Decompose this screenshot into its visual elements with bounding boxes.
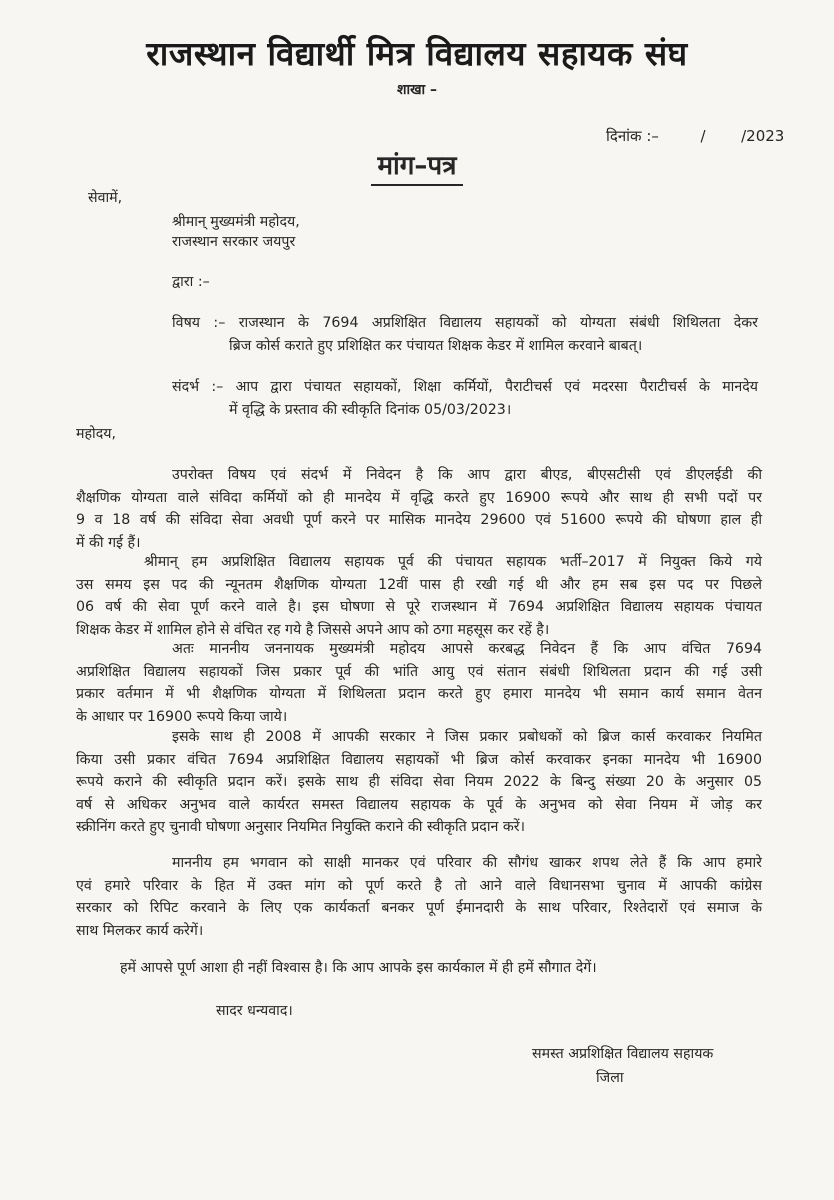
paragraph-5: [76, 852, 762, 942]
salutation: सेवामें,: [88, 190, 123, 206]
reference-block: [172, 376, 758, 421]
through-label: द्वारा :–: [172, 274, 210, 290]
subject-line-2: ब्रिज कोर्स कराते हुए प्रशिक्षित कर पंचायत शिक्षक केडर में शामिल करवाने बाबत्।: [229, 337, 643, 354]
date-line: [606, 126, 784, 146]
reference-line-2: में वृद्धि के प्रस्ताव की स्वीकृति दिनांक 05/03/2023।: [229, 401, 512, 418]
paragraph-line: स्क्रीनिंग करते हुए चुनावी घोषणा अनुसार नियमित नियुक्ति कराने की स्वीकृति प्रदान करें।: [76, 819, 525, 835]
branch-label: शाखा –: [396, 82, 438, 98]
paragraph-3: [76, 638, 762, 728]
paragraph-1: [76, 464, 762, 554]
paragraph-line: माननीय हम भगवान को साक्षी मानकर एवं परिवार की सौगंध खाकर शपथ लेते हैं कि आप हमारे: [172, 855, 762, 871]
paragraph-line: प्रकार वर्तमान में भी शैक्षणिक योग्यता में शिथिलता प्रदान करते हुए हमारा मानदेय भी समान कार्य समान वेतन: [76, 686, 762, 702]
paragraph-line: शिक्षक केडर में शामिल होने से वंचित रह गये है जिससे अपने आप को ठगा महसूस कर रहें है।: [76, 621, 550, 638]
paragraph-line: श्रीमान् हम अप्रशिक्षित विद्यालय सहायक पूर्व की पंचायत सहायक भर्ती–2017 में नियुक्त किये गये: [144, 554, 762, 570]
reference-line-1: संदर्भ :– आप द्वारा पंचायत सहायकों, शिक्षा कर्मियों, पैराटीचर्स एवं मदरसा पैराटीचर्स के मानदेय: [172, 379, 758, 395]
paragraph-line: सरकार को रिपिट करवाने के लिए एक कार्यकर्ता बनकर पूर्ण ईमानदारी के साथ परिवार, रिश्तेदारों एवं समाज के: [76, 900, 762, 916]
paragraph-line: 06 वर्ष की सेवा पूर्ण करने वाले है। इस घोषणा से पूरे राजस्थान में 7694 अप्रशिक्षित विद्यालय सहायक पंचायत: [76, 599, 762, 615]
greeting: महोदय,: [76, 426, 116, 442]
paragraph-line: अतः माननीय जननायक मुख्यमंत्री महोदय आपसे करबद्ध निवेदन हैं कि आप वंचित 7694: [172, 641, 762, 657]
date-slash-2: /: [741, 127, 747, 145]
paragraph-line: 9 व 18 वर्ष की संविदा सेवा अवधी पूर्ण करने पर मासिक मानदेय 29600 एवं 51600 रूपये की घोषणा हाल ही: [76, 512, 762, 528]
hope-line: हमें आपसे पूर्ण आशा ही नहीं विश्वास है। कि आप आपके इस कार्यकाल में ही हमें सौगात देगें।: [120, 960, 597, 976]
date-slash-1: /: [700, 127, 706, 145]
paragraph-line: शैक्षणिक योग्यता वाले संविदा कर्मियों को ही मानदेय में वृद्धि करते हुए 16900 रूपये और साथ ही सभी पदों पर: [76, 489, 762, 506]
signature-line-2: जिला: [596, 1070, 624, 1086]
date-label: दिनांक :–: [606, 127, 659, 145]
paragraph-line: उस समय इस पद की न्यूनतम शैक्षणिक योग्यता 12वीं पास ही रखी गई थी और हम सब इस पद पर पिछले: [76, 576, 762, 593]
paragraph-line: में की गई हैं।: [76, 534, 141, 551]
paragraph-line: इसके साथ ही 2008 में आपकी सरकार ने जिस प्रकार प्रबोधकों को ब्रिज कार्स करवाकर नियमित: [172, 729, 762, 745]
subject-block: [172, 312, 758, 357]
paragraph-line: एवं हमारे परिवार के हित में उक्त मांग को पूर्ण करते है तो आने वाले विधानसभा चुनाव में आपकी कांग्रेस: [76, 877, 762, 894]
subject-line-1: विषय :– राजस्थान के 7694 अप्रशिक्षित विद्यालय सहायकों को योग्यता संबंधी शिथिलता देकर: [172, 315, 758, 331]
signature-line-1: समस्त अप्रशिक्षित विद्यालय सहायक: [532, 1046, 714, 1062]
document-title: [0, 146, 834, 186]
paragraph-line: रूपये कराने की स्वीकृति प्रदान करें। इसके साथ ही संविदा सेवा नियम 2022 के बिन्दु संख्या 20 के अनुसार 05: [76, 774, 762, 790]
paragraph-2: [76, 551, 762, 641]
recipient-line-1: श्रीमान् मुख्यमंत्री महोदय,: [172, 214, 300, 230]
thanks-line: सादर धन्यवाद।: [216, 1003, 293, 1019]
recipient-line-2: राजस्थान सरकार जयपुर: [172, 234, 296, 250]
paragraph-line: उपरोक्त विषय एवं संदर्भ में निवेदन है कि आप द्वारा बीएड, बीएसटीसी एवं डीएलईडी की: [172, 467, 762, 483]
paragraph-line: किया उसी प्रकार वंचित 7694 अप्रशिक्षित विद्यालय सहायकों भी ब्रिज कोर्स करवाकर इनका मानदेय भी 16900: [76, 751, 762, 768]
paragraph-line: साथ मिलकर कार्य करेगें।: [76, 922, 204, 939]
paragraph-line: वर्ष से अधिकर अनुभव वाले कार्यरत समस्त विद्यालय सहायक के पूर्व के अनुभव को सेवा नियम में जोड़ कर: [76, 796, 762, 813]
document-title-text: मांग–पत्र: [371, 146, 462, 186]
date-year: 2023: [746, 127, 785, 145]
paragraph-line: के आधार पर 16900 रूपये किया जाये।: [76, 708, 288, 725]
paragraph-4: [76, 726, 762, 839]
organization-title: राजस्थान विद्यार्थी मित्र विद्यालय सहायक संघ: [146, 34, 688, 73]
paragraph-line: अप्रशिक्षित विद्यालय सहायकों जिस प्रकार पूर्व की भांति आयु एवं संतान संबंधी शिथिलता प्रदान की गई उसी: [76, 663, 762, 680]
